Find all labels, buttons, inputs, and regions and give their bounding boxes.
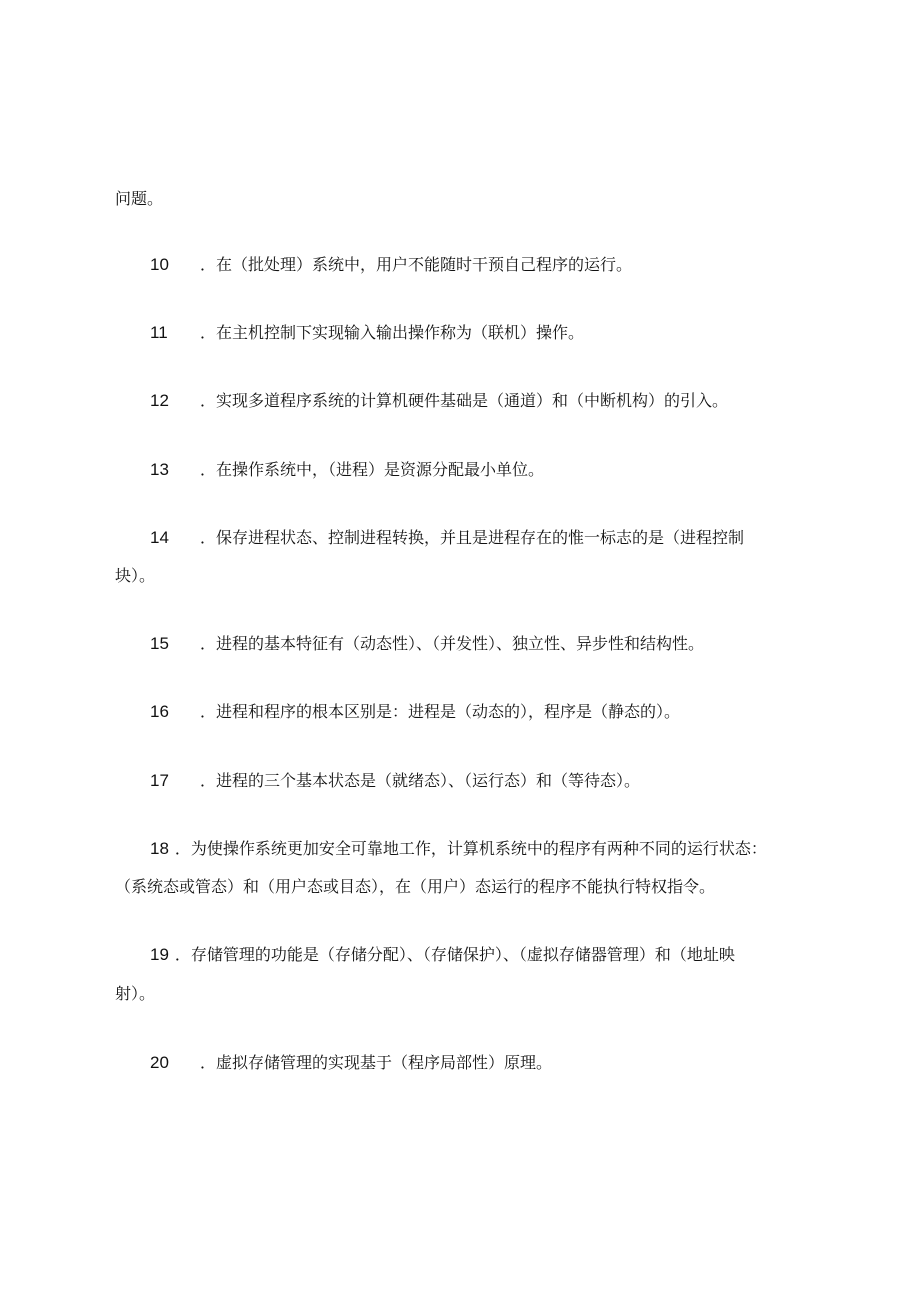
item-number: 18 (150, 839, 169, 858)
item-text: ．保存进程状态、控制进程转换，并且是进程存在的惟一标志的是（进程控制 (200, 528, 745, 547)
list-item (115, 391, 815, 411)
item-text: ．虚拟存储管理的实现基于（程序局部性）原理。 (200, 1053, 553, 1072)
item-text: ．进程的基本特征有（动态性）、（并发性）、独立性、异步性和结构性。 (200, 634, 705, 653)
list-item (115, 1053, 815, 1073)
item-text: ．进程的三个基本状态是（就绪态）、（运行态）和（等待态）。 (200, 771, 641, 790)
item-text-continued: 块）。 (115, 566, 156, 585)
list-item (115, 945, 815, 965)
list-item (115, 528, 815, 548)
list-item (115, 255, 815, 275)
item-number: 20 (150, 1053, 169, 1072)
item-number: 12 (150, 391, 169, 410)
item-number: 14 (150, 528, 169, 547)
item-text: ．存储管理的功能是（存储分配）、（存储保护）、（虚拟存储器管理）和（地址映 (174, 945, 735, 964)
item-text: ．在操作系统中，（进程）是资源分配最小单位。 (200, 460, 545, 479)
list-item (115, 460, 815, 480)
item-number: 10 (150, 255, 169, 274)
list-item (115, 323, 815, 343)
item-number: 19 (150, 945, 169, 964)
item-number: 11 (150, 323, 168, 342)
list-item-continuation (115, 566, 815, 586)
continuation-text (115, 189, 815, 209)
item-number: 13 (150, 460, 169, 479)
list-item (115, 634, 815, 654)
list-item (115, 839, 815, 859)
item-text: ．为使操作系统更加安全可靠地工作，计算机系统中的程序有两种不同的运行状态： (174, 839, 767, 858)
list-item-continuation (115, 984, 815, 1004)
item-text-continued: （系统态或管态）和（用户态或目态），在（用户）态运行的程序不能执行特权指令。 (115, 877, 716, 896)
item-number: 17 (150, 771, 169, 790)
list-item (115, 771, 815, 791)
item-number: 15 (150, 634, 169, 653)
item-number: 16 (150, 702, 169, 721)
item-text: ．在（批处理）系统中，用户不能随时干预自己程序的运行。 (200, 255, 633, 274)
paragraph-text: 问题。 (115, 189, 164, 208)
item-text: ．在主机控制下实现输入输出操作称为（联机）操作。 (200, 323, 585, 342)
list-item-continuation (115, 877, 815, 897)
item-text: ．进程和程序的根本区别是：进程是（动态的），程序是（静态的）。 (200, 702, 681, 721)
list-item (115, 702, 815, 722)
item-text-continued: 射）。 (115, 984, 156, 1003)
item-text: ．实现多道程序系统的计算机硬件基础是（通道）和（中断机构）的引入。 (200, 391, 729, 410)
